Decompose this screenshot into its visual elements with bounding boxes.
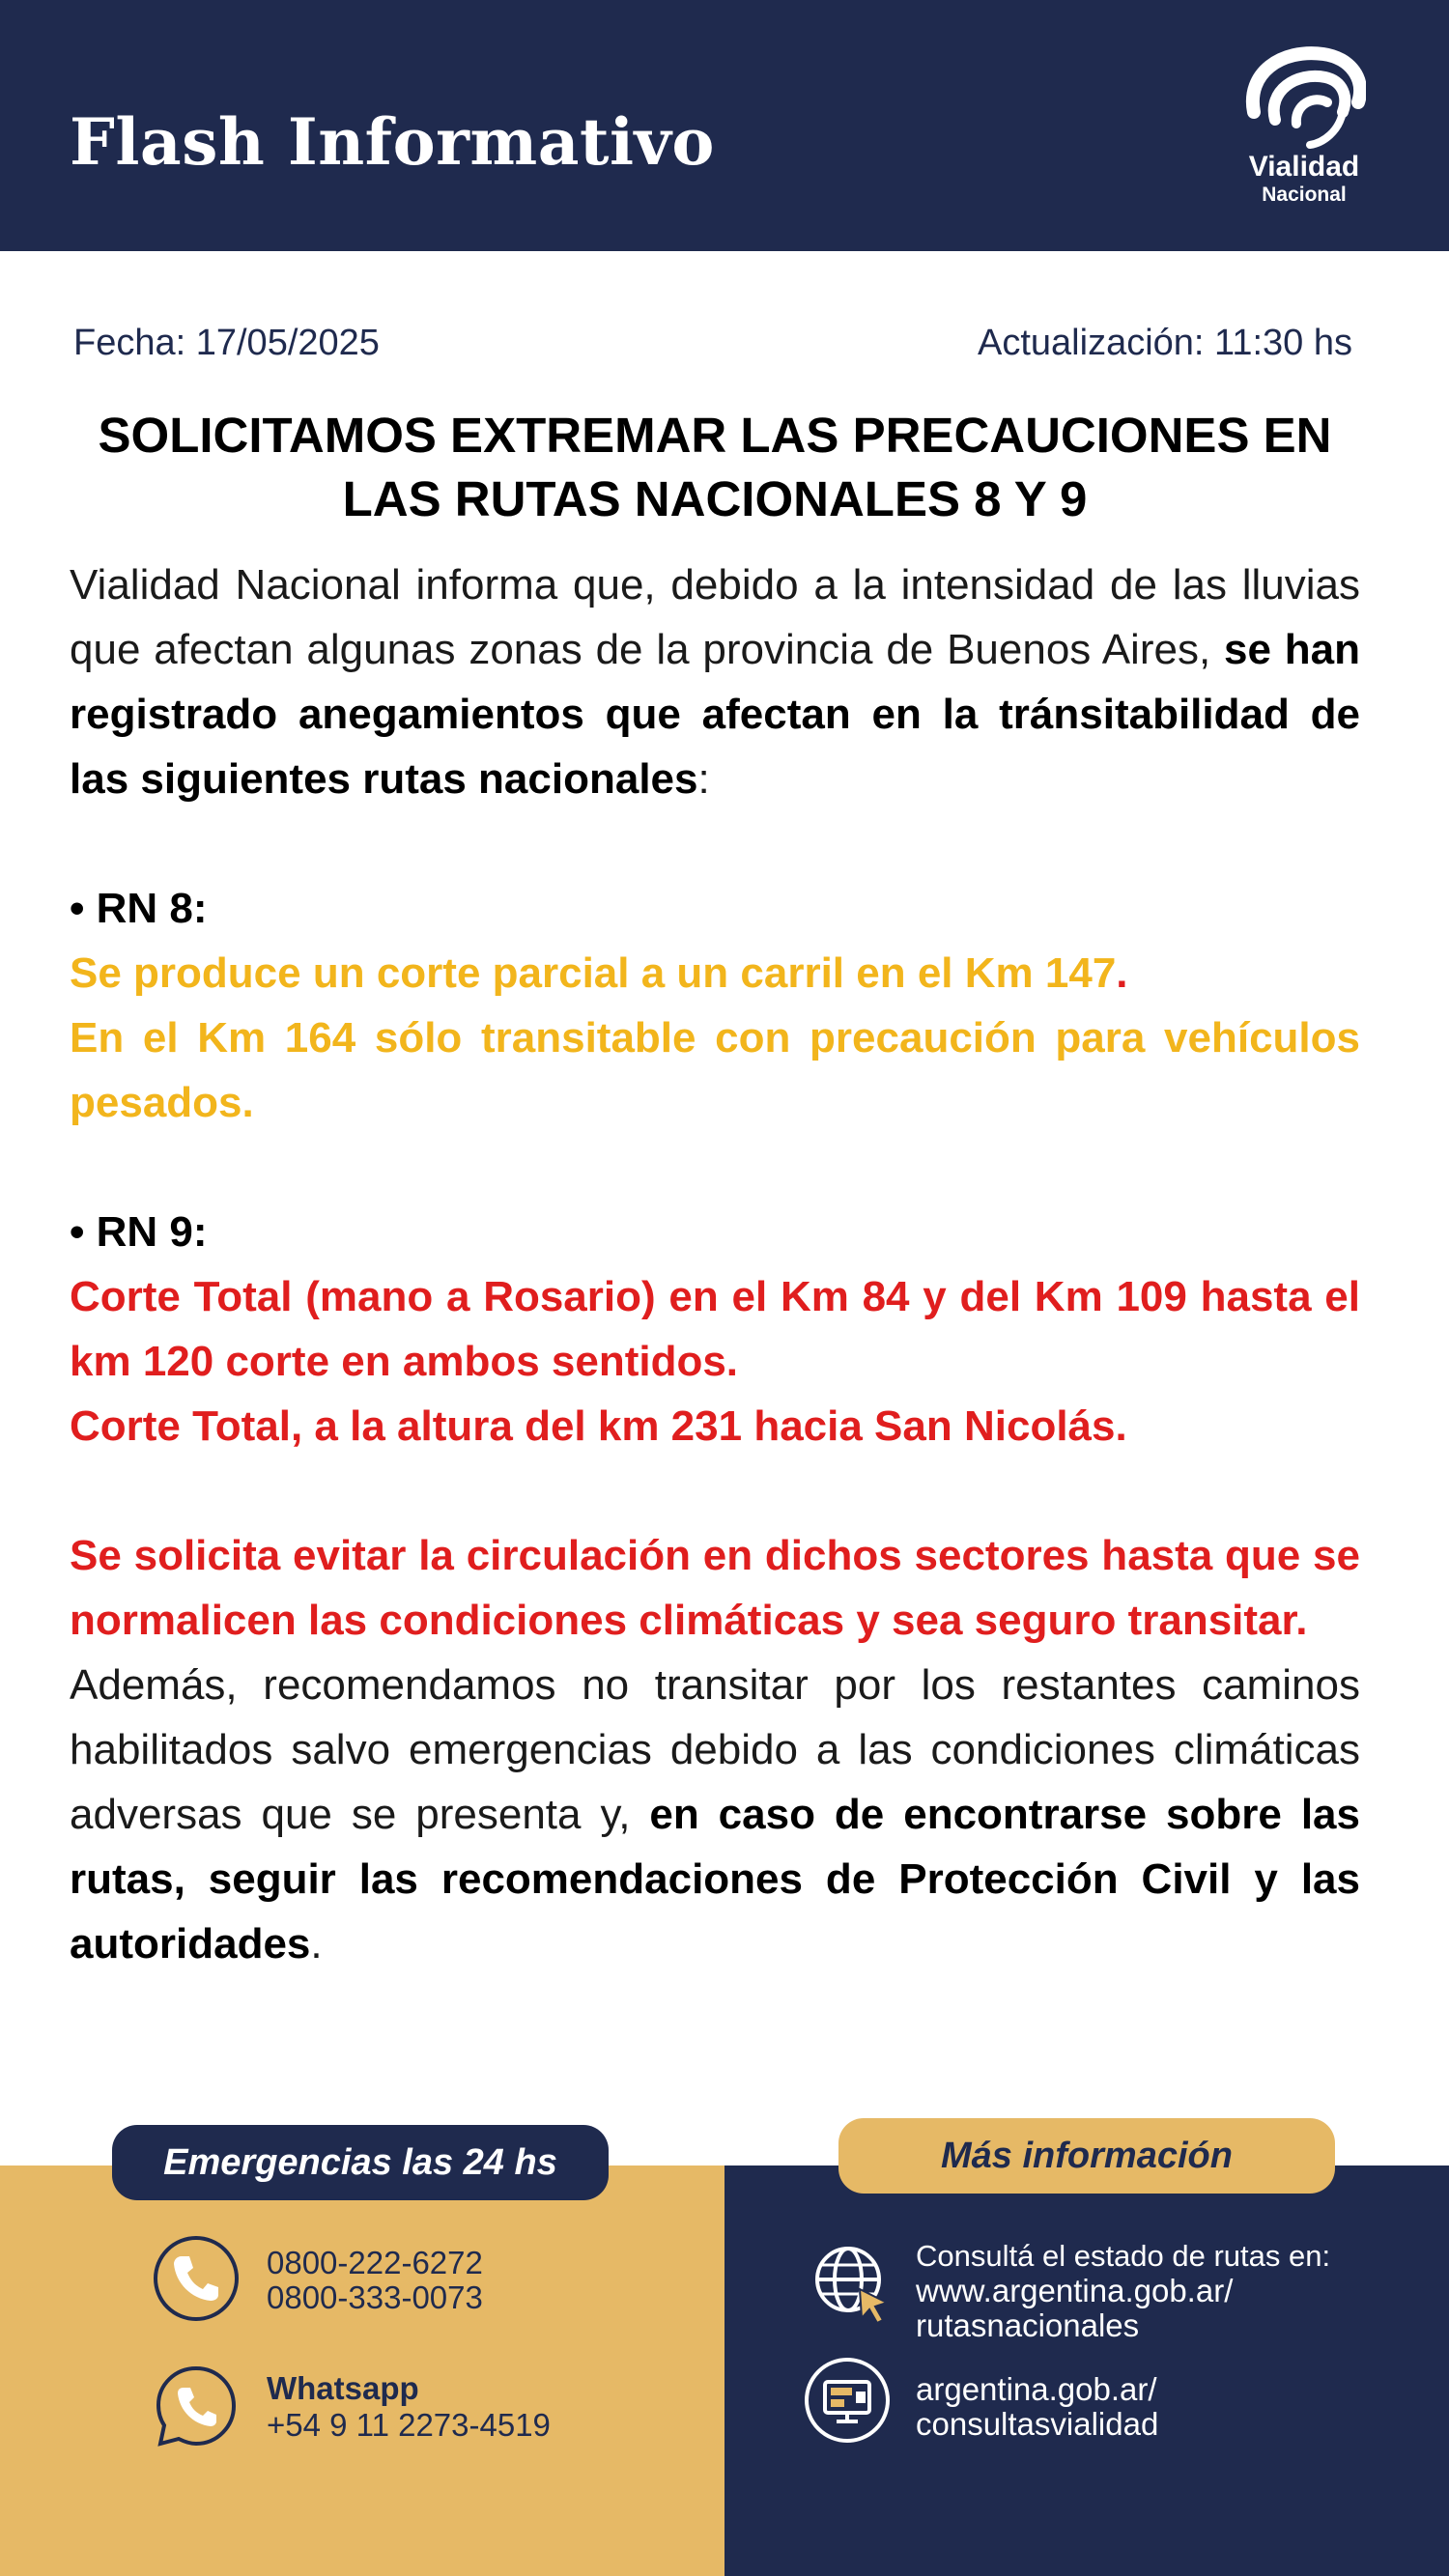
- intro-bold-text: se han registrado anegamientos que afectan en la tránsitabilidad de las siguientes rutas nacionales: [70, 626, 1360, 803]
- header-bar: [0, 0, 1449, 251]
- headline-line-1: SOLICITAMOS EXTREMAR LAS PRECAUCIONES EN: [98, 408, 1332, 463]
- emergency-label: Emergencias las 24 hs: [112, 2125, 609, 2200]
- rn8-line-1: [70, 941, 1360, 1005]
- more-info-label: Más información: [838, 2118, 1335, 2194]
- rn8-title: • RN 8:: [70, 885, 208, 932]
- bulletin-body: [70, 552, 1360, 1976]
- closing-paragraph: [70, 1653, 1360, 1976]
- rn9-line-2: Corte Total, a la altura del km 231 hacia San Nicolás.: [70, 1402, 1127, 1450]
- intro-end: :: [697, 755, 710, 803]
- logo-text-nacional: Nacional: [1262, 184, 1347, 206]
- rn9-line-1: Corte Total (mano a Rosario) en el Km 84 y del Km 109 hasta el km 120 corte en ambos sentidos.: [70, 1273, 1360, 1385]
- routes-link-line-1[interactable]: www.argentina.gob.ar/: [916, 2273, 1234, 2308]
- rn9-title: • RN 9:: [70, 1208, 208, 1256]
- headline: [70, 404, 1360, 531]
- header-title: Flash Informativo: [70, 104, 715, 180]
- closing-end: .: [310, 1920, 323, 1967]
- warning-paragraph: Se solicita evitar la circulación en dichos sectores hasta que se normalicen las condiciones climáticas y sea seguro transitar.: [70, 1532, 1360, 1644]
- date-label: Fecha: 17/05/2025: [73, 323, 380, 363]
- rn8-line-2: En el Km 164 sólo transitable con precaución para vehículos pesados.: [70, 1014, 1360, 1126]
- closing-bold-text: en caso de encontrarse sobre las rutas, seguir las recomendaciones de Protección Civil y las autoridades: [70, 1791, 1360, 1967]
- intro-paragraph: [70, 552, 1360, 811]
- rn8-line-1-dot: .: [1116, 949, 1128, 997]
- phone-number-1[interactable]: 0800-222-6272: [267, 2245, 483, 2280]
- routes-status-text: Consultá el estado de rutas en:: [916, 2239, 1331, 2273]
- computer-icon: [804, 2357, 891, 2444]
- whatsapp-icon: [153, 2363, 240, 2449]
- whatsapp-number[interactable]: +54 9 11 2273-4519: [267, 2407, 551, 2443]
- vialidad-logo: [1227, 39, 1381, 212]
- consult-link-line-1[interactable]: argentina.gob.ar/: [916, 2371, 1157, 2407]
- phone-number-2[interactable]: 0800-333-0073: [267, 2279, 483, 2315]
- consult-link-line-2[interactable]: consultasvialidad: [916, 2406, 1159, 2442]
- globe-icon: [808, 2239, 895, 2326]
- intro-text: Vialidad Nacional informa que, debido a la intensidad de las lluvias que afectan algunas zonas de la provincia de Buenos Aires,: [70, 561, 1360, 673]
- logo-text-vialidad: Vialidad: [1248, 151, 1360, 183]
- phone-icon: [153, 2235, 240, 2322]
- rn8-line-1-text: Se produce un corte parcial a un carril en el Km 147: [70, 949, 1117, 997]
- whatsapp-label: Whatsapp: [267, 2370, 419, 2406]
- update-time-label: Actualización: 11:30 hs: [978, 323, 1352, 363]
- vialidad-swirl-icon: [1242, 44, 1366, 151]
- routes-link-line-2[interactable]: rutasnacionales: [916, 2307, 1140, 2343]
- closing-text: Además, recomendamos no transitar por los restantes caminos habilitados salvo emergencias debido a las condiciones climáticas adversas que se presenta y,: [70, 1661, 1360, 1838]
- headline-line-2: LAS RUTAS NACIONALES 8 Y 9: [342, 471, 1088, 526]
